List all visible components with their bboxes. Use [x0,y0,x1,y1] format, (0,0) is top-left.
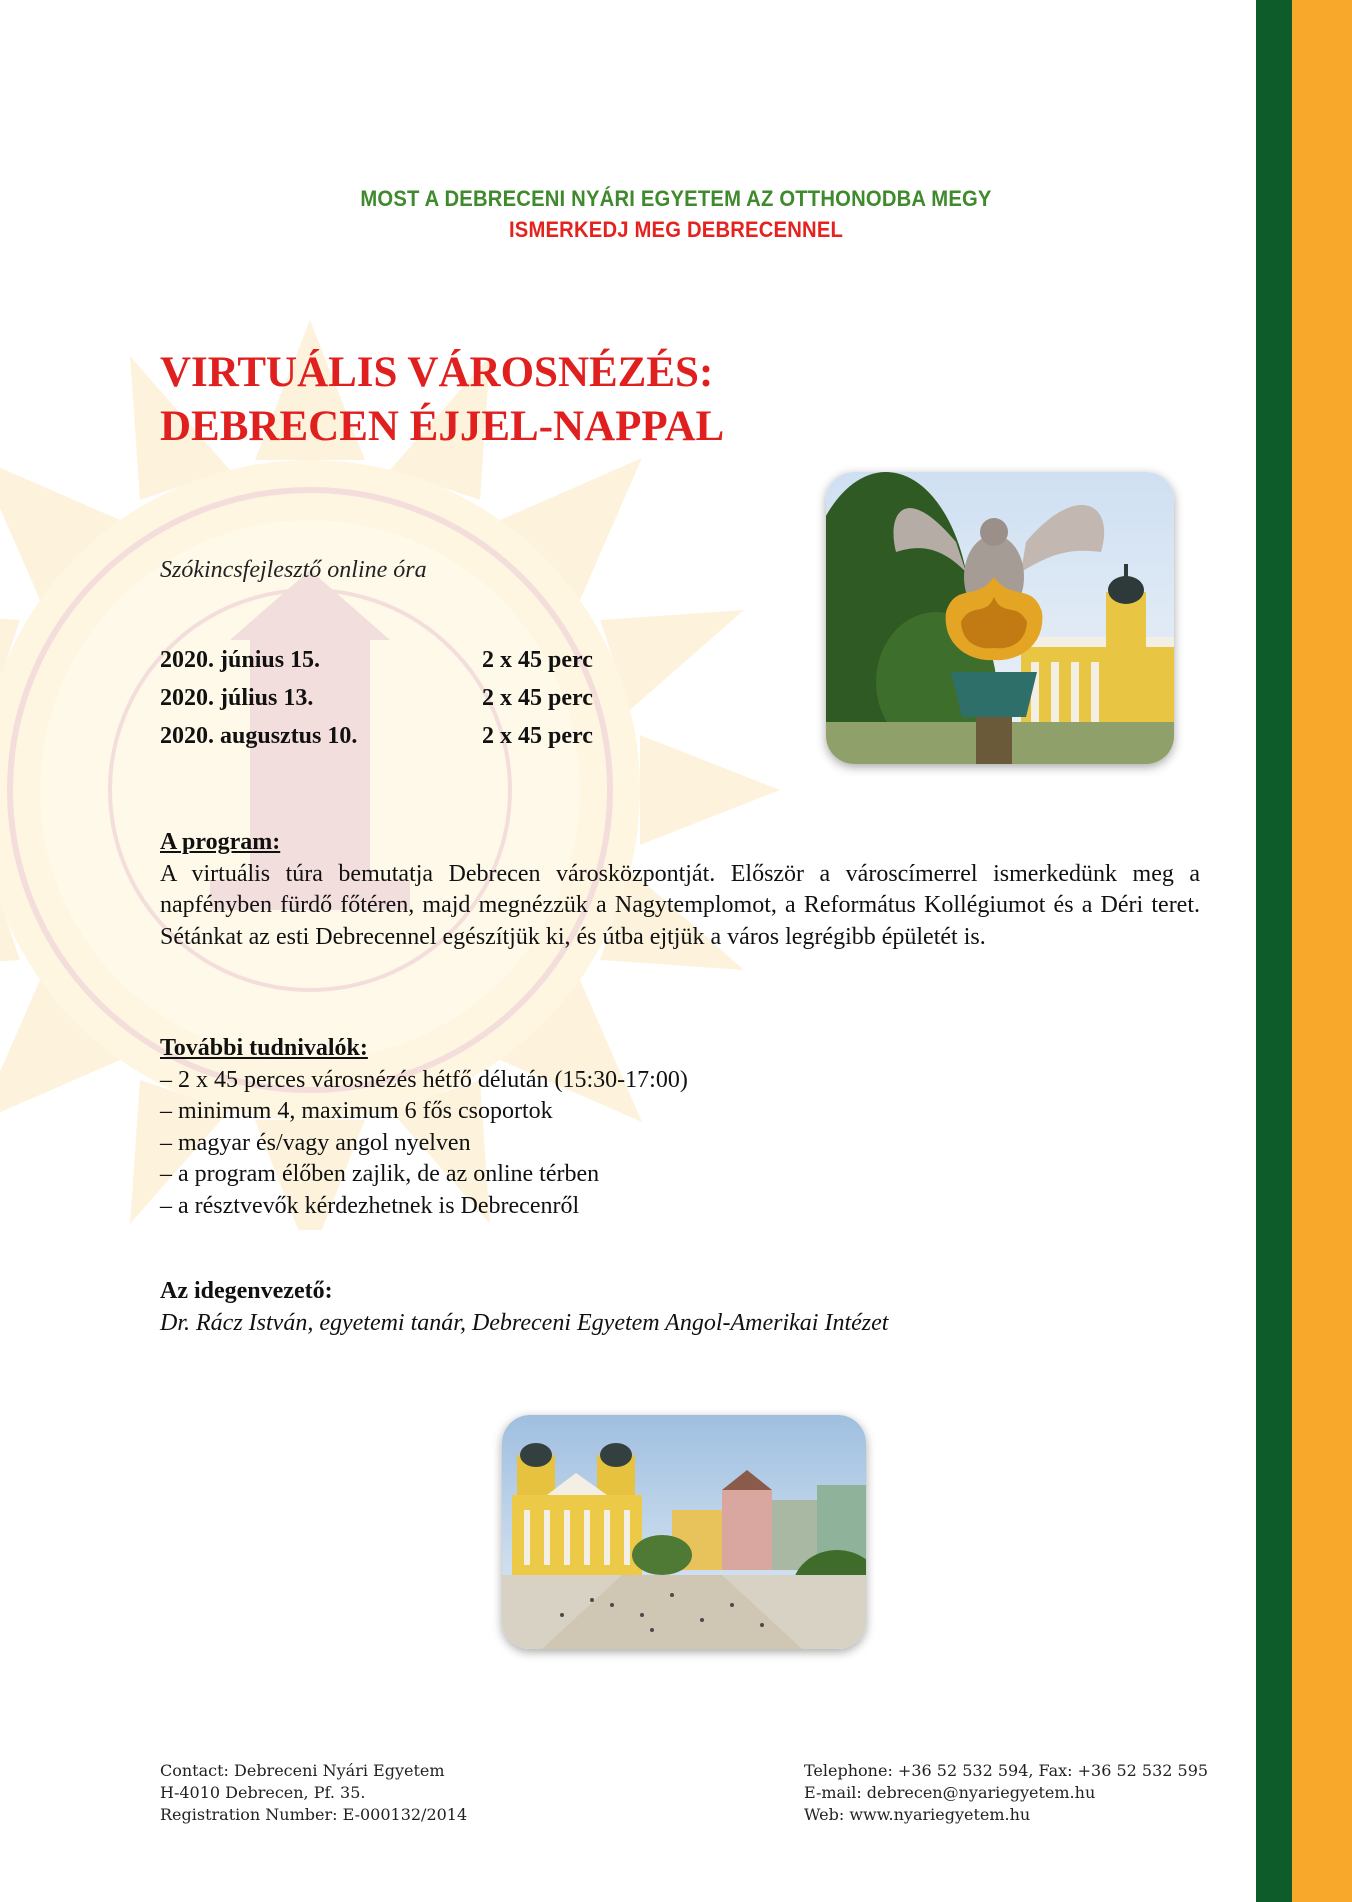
schedule-date: 2020. június 15. [160,647,321,673]
header-line-2: ISMERKEDJ MEG DEBRECENNEL [508,217,844,242]
list-item: – 2 x 45 perces városnézés hétfő délután (15:30-17:00) [160,1066,688,1093]
list-item: – magyar és/vagy angol nyelven [160,1129,471,1156]
page-title [160,346,724,454]
footer-contact [160,1760,467,1826]
header-line-1: MOST A DEBRECENI NYÁRI EGYETEM AZ OTTHONODBA MEGY [360,186,992,211]
orange-side-stripe [1292,0,1352,1902]
subtitle: Szókincsfejlesztő online óra [160,557,427,583]
schedule-duration: 2 x 45 perc [482,647,593,673]
schedule-date: 2020. augusztus 10. [160,723,358,749]
list-item: – a résztvevők kérdezhetnek is Debrecenről [160,1192,580,1219]
program-heading: A program: [160,829,281,855]
info-heading: További tudnivalók: [160,1035,368,1061]
schedule-duration: 2 x 45 perc [482,685,593,711]
footer-telecom [804,1760,1208,1826]
footer-line: E-mail: debrecen@nyariegyetem.hu [804,1783,1096,1802]
footer-line: H-4010 Debrecen, Pf. 35. [160,1783,366,1802]
green-side-stripe [1256,0,1292,1902]
main-square-photo [502,1415,866,1649]
footer-line: Telephone: +36 52 532 594, Fax: +36 52 532 595 [804,1761,1209,1780]
footer-line: Registration Number: E-000132/2014 [160,1805,468,1824]
guide-name: Dr. Rácz István, egyetemi tanár, Debreceni Egyetem Angol-Amerikai Intézet [160,1309,889,1336]
title-line-1: VIRTUÁLIS VÁROSNÉZÉS: [160,349,714,396]
guide-heading: Az idegenvezető: [160,1278,333,1304]
title-line-2: DEBRECEN ÉJJEL-NAPPAL [160,403,725,450]
program-text: A virtuális túra bemutatja Debrecen városközpontját. Először a városcímerrel ismerkedünk meg a napfényben fürdő főtéren, majd megnézzük a Nagytemplomot, a Református Kollégiumot és a Déri teret. Sétánkat az esti Debrecennel egészítjük ki, és útba ejtjük a város legrégibb épületét is. [160,860,1200,950]
guide-section [160,1276,1200,1339]
program-section [160,827,1200,953]
footer-line: Web: www.nyariegyetem.hu [804,1805,1031,1824]
phoenix-statue-photo [826,472,1174,764]
list-item: – minimum 4, maximum 6 fős csoportok [160,1098,553,1124]
footer-line: Contact: Debreceni Nyári Egyetem [160,1761,445,1780]
schedule-duration: 2 x 45 perc [482,723,593,749]
info-section [160,1033,1200,1222]
schedule-date: 2020. július 13. [160,685,314,711]
list-item: – a program élőben zajlik, de az online térben [160,1161,600,1187]
